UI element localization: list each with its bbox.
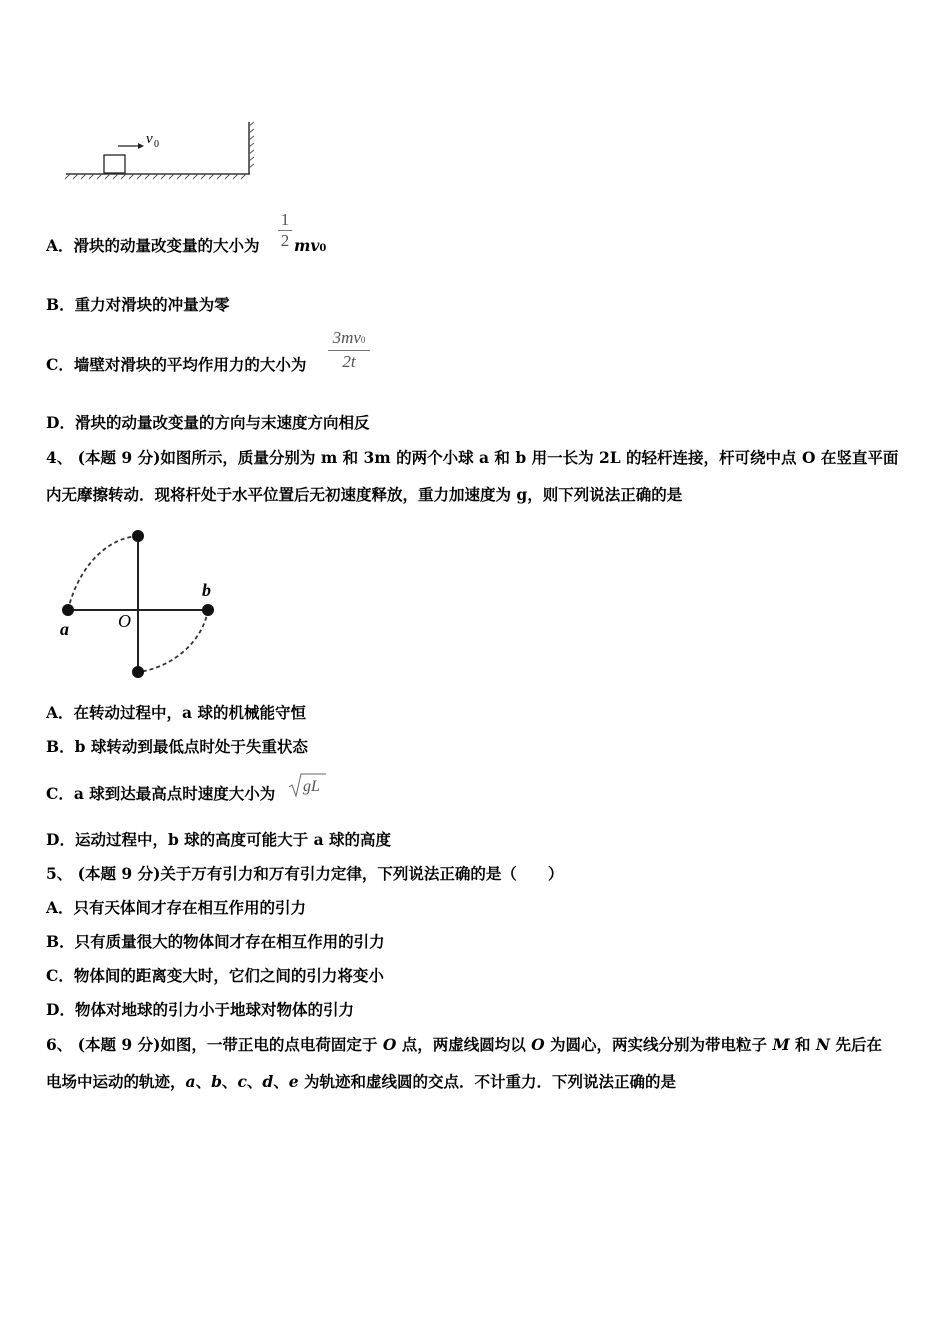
label-o: O [118,611,131,631]
q4-stem-line1: 4、 (本题 9 分)如图所示，质量分别为 m 和 3m 的两个小球 a 和 b 用一长为 2L 的轻杆连接，杆可绕中点 O 在竖直平面 [46,448,899,467]
q3-option-d: D．滑块的动量改变量的方向与末速度方向相反 [46,413,370,432]
q4-stem-line2: 内无摩擦转动．现将杆处于水平位置后无初速度释放，重力加速度为 g，则下列说法正确的是 [46,485,683,504]
svg-text:gL: gL [303,778,320,795]
ball-top [132,530,144,542]
sqrt-gL [288,770,330,800]
q3-option-b: B．重力对滑块的冲量为零 [46,295,230,314]
velocity-label: v [146,131,153,147]
q3-option-a: A．滑块的动量改变量的大小为 [46,236,260,255]
q6-stem-line2: 电场中运动的轨迹，a、b、c、d、e 为轨迹和虚线圆的交点．不计重力．下列说法正确的是 [46,1072,677,1091]
q5-option-b: B．只有质量很大的物体间才存在相互作用的引力 [46,932,385,951]
q4-option-b: B．b 球转动到最低点时处于失重状态 [46,737,308,756]
q4-option-a: A．在转动过程中，a 球的机械能守恒 [46,703,306,722]
ball-a [62,604,74,616]
q5-option-d: D．物体对地球的引力小于地球对物体的引力 [46,1000,354,1019]
q5-stem: 5、 (本题 9 分)关于万有引力和万有引力定律，下列说法正确的是（ ） [46,864,564,883]
q5-option-c: C．物体间的距离变大时，它们之间的引力将变小 [46,966,384,985]
dashed-arc-a [68,536,138,610]
block-wall-figure [60,118,270,188]
ball-bottom [132,666,144,678]
fraction-numerator: 1 [280,210,290,229]
label-b: b [202,580,211,600]
q3-option-a-tail: mv0 [294,236,327,255]
fraction-3mv0-over-2t: 3mv0 2t [328,328,370,373]
dashed-arc-b [138,610,208,672]
q3-option-c: C．墙壁对滑块的平均作用力的大小为 [46,355,307,374]
slider-block [104,155,125,173]
label-a: a [60,619,69,639]
fraction-denominator: 2 [280,231,290,250]
q4-option-d: D．运动过程中，b 球的高度可能大于 a 球的高度 [46,830,392,849]
q4-option-c: C．a 球到达最高点时速度大小为 [46,784,276,803]
q5-option-a: A．只有天体间才存在相互作用的引力 [46,898,307,917]
ball-b [202,604,214,616]
q6-stem-line1: 6、 (本题 9 分)如图，一带正电的点电荷固定于 O 点，两虚线圆均以 O 为圆心，两实线分别为带电粒子 M 和 N 先后在 [46,1035,882,1054]
rotating-rod-figure [44,528,244,683]
velocity-subscript: 0 [154,139,159,150]
fraction-one-half [278,210,292,251]
